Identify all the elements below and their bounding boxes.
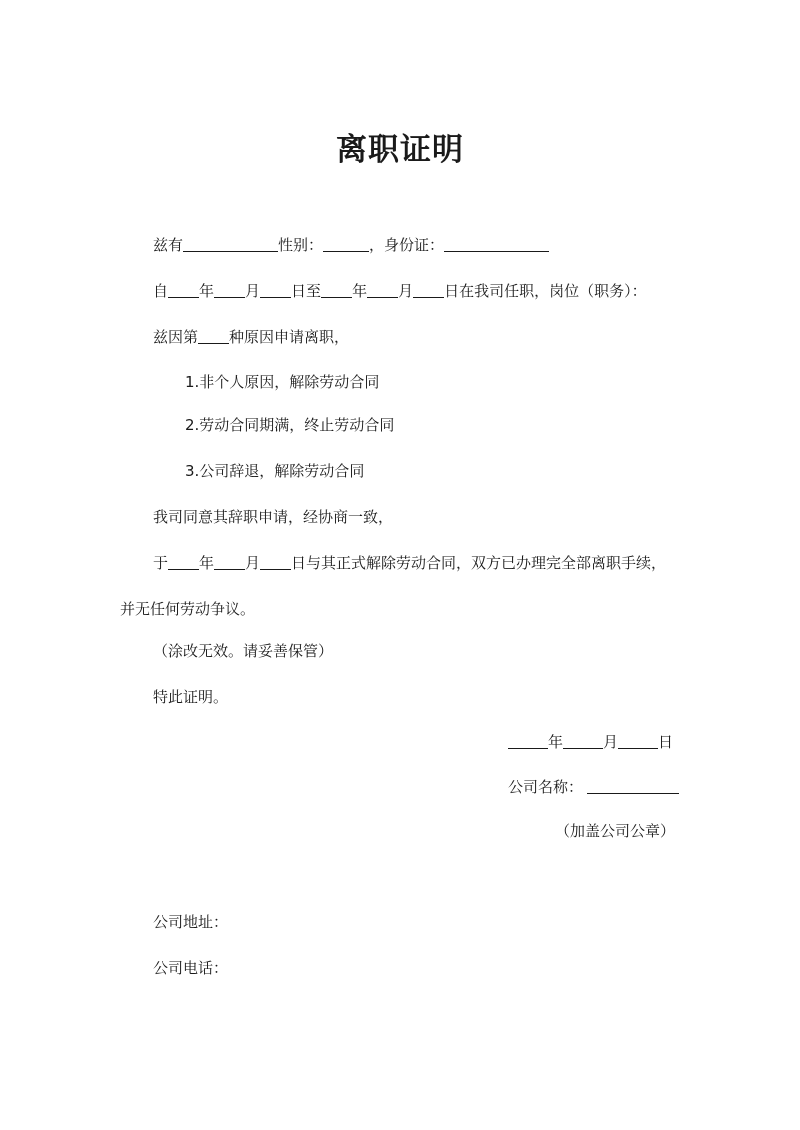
company-name-label: 公司名称： — [508, 778, 584, 796]
reason-line — [153, 326, 349, 348]
end-year-blank — [321, 281, 352, 298]
reason-number-blank — [198, 327, 229, 344]
document-title: 离职证明 — [336, 132, 464, 168]
text-from: 自 — [153, 282, 169, 300]
text-month-2: 月 — [398, 282, 414, 300]
text-reason-suffix: 种原因申请离职， — [229, 328, 350, 346]
option-item: 1.非个人原因，解除劳动合同 — [185, 373, 380, 391]
text-id-card: ，身份证： — [369, 236, 445, 254]
text-sign-month: 月 — [603, 733, 619, 751]
no-dispute-line: 并无任何劳动争议。 — [120, 600, 256, 618]
sign-year-blank — [508, 732, 548, 749]
text-sign-year: 年 — [548, 733, 564, 751]
company-name-blank — [587, 777, 679, 794]
name-blank — [183, 235, 278, 252]
signature-date-line — [508, 731, 673, 753]
term-month-blank — [214, 553, 245, 570]
stamp-note: （加盖公司公章） — [555, 822, 676, 840]
certify-line: 特此证明。 — [153, 688, 229, 706]
text-reason-prefix: 兹因第 — [153, 328, 199, 346]
text-day-to: 日至 — [291, 282, 322, 300]
validity-note: （涂改无效。请妥善保管） — [153, 642, 334, 660]
end-day-blank — [413, 281, 444, 298]
agreement-line: 我司同意其辞职申请，经协商一致， — [153, 508, 394, 526]
option-item: 3.公司辞退，解除劳动合同 — [185, 462, 365, 480]
start-day-blank — [260, 281, 291, 298]
start-month-blank — [214, 281, 245, 298]
text-month: 月 — [245, 282, 261, 300]
company-name-line — [508, 776, 679, 798]
text-sign-day: 日 — [658, 733, 674, 751]
text-on: 于 — [153, 554, 169, 572]
term-day-blank — [260, 553, 291, 570]
text-month-3: 月 — [245, 554, 261, 572]
sign-month-blank — [563, 732, 603, 749]
start-year-blank — [168, 281, 199, 298]
text-year: 年 — [199, 282, 215, 300]
id-card-blank — [444, 235, 549, 252]
text-position: 日在我司任职，岗位（职务）： — [444, 282, 647, 300]
text-zi-you: 兹有 — [153, 236, 184, 254]
term-year-blank — [168, 553, 199, 570]
option-item: 2.劳动合同期满，终止劳动合同 — [185, 416, 395, 434]
text-gender: 性别： — [278, 236, 324, 254]
company-address-label: 公司地址： — [153, 913, 229, 931]
text-year-2: 年 — [352, 282, 368, 300]
sign-day-blank — [618, 732, 658, 749]
termination-date-line — [153, 552, 666, 574]
company-phone-label: 公司电话： — [153, 959, 229, 977]
text-termination: 日与其正式解除劳动合同，双方已办理完全部离职手续， — [291, 554, 667, 572]
end-month-blank — [367, 281, 398, 298]
gender-blank — [323, 235, 369, 252]
employment-period-line — [153, 280, 647, 302]
text-year-3: 年 — [199, 554, 215, 572]
employee-info-line — [153, 234, 549, 256]
